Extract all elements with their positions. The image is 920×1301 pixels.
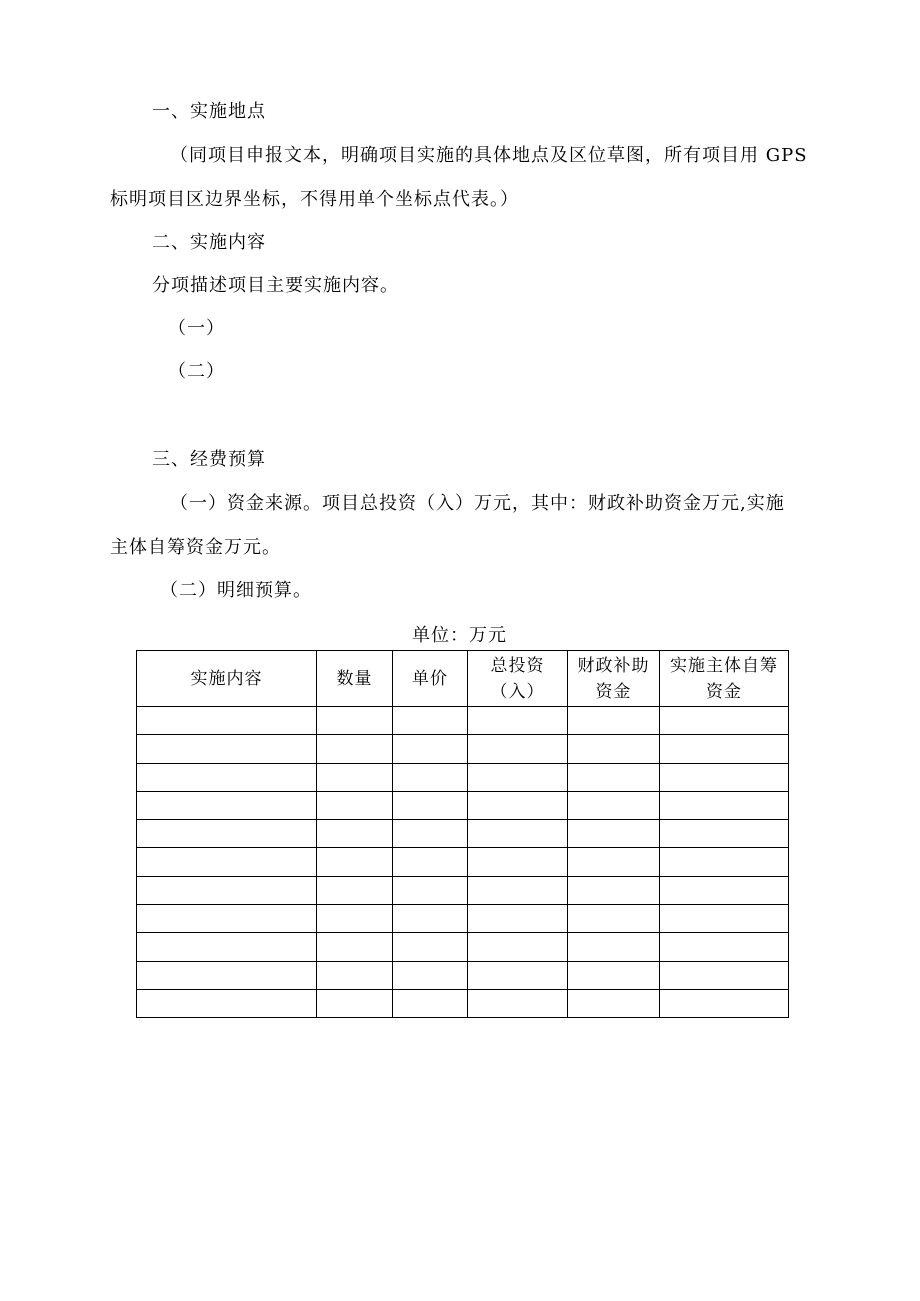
column-header-fiscal-subsidy: 财政补助资金 [568,651,660,707]
cell-self-raised [660,820,789,848]
table-row [137,735,789,763]
table-row [137,933,789,961]
cell-quantity [317,820,393,848]
cell-total-investment [468,989,568,1017]
cell-total-investment [468,707,568,735]
cell-total-investment [468,735,568,763]
cell-fiscal-subsidy [568,763,660,791]
cell-fiscal-subsidy [568,791,660,819]
table-row [137,961,789,989]
cell-unit-price [393,820,468,848]
cell-content [137,989,317,1017]
cell-content [137,735,317,763]
funding-line2: 主体自筹资金万元。 [110,537,281,558]
cell-content [137,791,317,819]
section2-item-1: （一） [168,318,225,339]
cell-unit-price [393,791,468,819]
cell-self-raised [660,876,789,904]
detail-budget-heading: （二）明细预算。 [160,580,312,601]
cell-self-raised [660,905,789,933]
column-header-content: 实施内容 [137,651,317,707]
cell-quantity [317,961,393,989]
cell-total-investment [468,933,568,961]
cell-content [137,961,317,989]
column-header-unit-price: 单价 [393,651,468,707]
cell-self-raised [660,791,789,819]
table-row [137,876,789,904]
cell-unit-price [393,876,468,904]
cell-content [137,707,317,735]
table-header-row [137,651,789,707]
cell-content [137,763,317,791]
table-row [137,905,789,933]
section2-heading: 二、实施内容 [152,232,266,253]
cell-content [137,933,317,961]
budget-table [136,650,789,1018]
cell-quantity [317,791,393,819]
cell-unit-price [393,961,468,989]
section2-description: 分项描述项目主要实施内容。 [152,275,399,296]
table-row [137,707,789,735]
table-row [137,820,789,848]
cell-unit-price [393,848,468,876]
cell-quantity [317,707,393,735]
cell-content [137,848,317,876]
cell-self-raised [660,848,789,876]
cell-unit-price [393,989,468,1017]
cell-quantity [317,905,393,933]
cell-quantity [317,735,393,763]
column-header-total-investment: 总投资（入） [468,651,568,707]
section1-note-line1: （同项目申报文本，明确项目实施的具体地点及区位草图，所有项目用 GPS [170,145,808,166]
cell-self-raised [660,735,789,763]
cell-total-investment [468,876,568,904]
table-row [137,848,789,876]
cell-content [137,905,317,933]
cell-content [137,876,317,904]
cell-quantity [317,933,393,961]
column-header-quantity: 数量 [317,651,393,707]
cell-self-raised [660,707,789,735]
table-row [137,791,789,819]
cell-unit-price [393,905,468,933]
table-row [137,989,789,1017]
cell-quantity [317,848,393,876]
cell-total-investment [468,763,568,791]
cell-unit-price [393,933,468,961]
cell-self-raised [660,961,789,989]
cell-fiscal-subsidy [568,933,660,961]
cell-total-investment [468,905,568,933]
cell-unit-price [393,735,468,763]
cell-unit-price [393,707,468,735]
cell-fiscal-subsidy [568,961,660,989]
unit-caption: 单位：万元 [412,625,507,646]
cell-fiscal-subsidy [568,905,660,933]
section1-note-line2: 标明项目区边界坐标，不得用单个坐标点代表。） [110,189,519,210]
cell-self-raised [660,933,789,961]
section2-item-2: （二） [168,361,225,382]
cell-content [137,820,317,848]
funding-line1: （一）资金来源。项目总投资（入）万元，其中：财政补助资金万元,实施 [170,493,785,514]
cell-total-investment [468,791,568,819]
cell-fiscal-subsidy [568,735,660,763]
cell-unit-price [393,763,468,791]
table-row [137,763,789,791]
cell-total-investment [468,820,568,848]
cell-fiscal-subsidy [568,876,660,904]
cell-total-investment [468,961,568,989]
cell-fiscal-subsidy [568,989,660,1017]
section1-heading: 一、实施地点 [152,101,266,122]
cell-quantity [317,876,393,904]
cell-fiscal-subsidy [568,848,660,876]
cell-self-raised [660,763,789,791]
cell-quantity [317,763,393,791]
cell-fiscal-subsidy [568,707,660,735]
cell-quantity [317,989,393,1017]
column-header-self-raised: 实施主体自筹资金 [660,651,789,707]
section3-heading: 三、经费预算 [152,449,266,470]
cell-self-raised [660,989,789,1017]
cell-fiscal-subsidy [568,820,660,848]
cell-total-investment [468,848,568,876]
